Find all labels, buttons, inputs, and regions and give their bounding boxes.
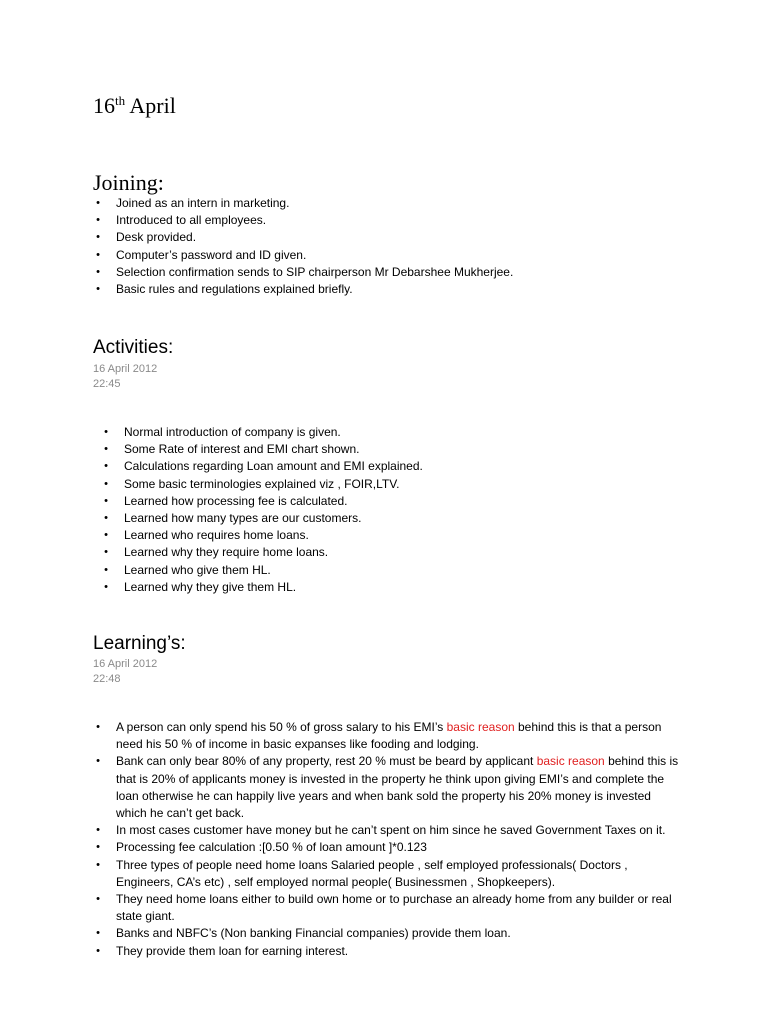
list-item-text: Selection confirmation sends to SIP chairperson Mr Debarshee Mukherjee.: [116, 264, 514, 279]
bullet-icon: •: [96, 893, 100, 906]
list-item: [101, 510, 661, 527]
bullet-icon: •: [104, 443, 108, 456]
bullet-icon: •: [96, 231, 100, 244]
joining-heading: Joining:: [93, 170, 164, 195]
bullet-icon: •: [96, 841, 100, 854]
bullet-icon: •: [96, 927, 100, 940]
list-item-text: behind this is that a person need his 50 % of income in basic expanses like fooding and lodging.: [116, 720, 662, 752]
bullet-icon: •: [104, 546, 108, 559]
list-item: [101, 562, 661, 579]
bullet-icon: •: [96, 824, 100, 837]
list-item: [93, 891, 683, 925]
list-item-text: Processing fee calculation :[0.50 % of loan amount ]*0.123: [116, 840, 427, 855]
list-item: [101, 544, 661, 561]
list-item-text: They need home loans either to build own home or to purchase an already home from any builder or real state giant.: [116, 892, 672, 924]
bullet-icon: •: [96, 283, 100, 296]
list-item-text: Learned why they give them HL.: [124, 579, 297, 594]
list-item: [93, 247, 693, 264]
list-item-text: Basic rules and regulations explained briefly.: [116, 282, 353, 297]
list-item-text: Learned who requires home loans.: [124, 528, 309, 543]
list-item: [93, 839, 683, 856]
learnings-timestamp: [93, 657, 157, 687]
bullet-icon: •: [96, 197, 100, 209]
list-item-text: Some Rate of interest and EMI chart shown.: [124, 442, 360, 457]
highlight-text: basic reason: [536, 754, 605, 769]
list-item: [93, 229, 693, 246]
bullet-icon: •: [104, 494, 108, 507]
list-item-text: Learned who give them HL.: [124, 562, 271, 577]
list-item-text: Calculations regarding Loan amount and EMI explained.: [124, 459, 423, 474]
activities-time: 22:45: [93, 378, 121, 390]
activities-timestamp: [93, 362, 157, 392]
learnings-heading: Learning’s:: [93, 633, 186, 654]
activities-list: [101, 424, 661, 596]
bullet-icon: •: [96, 858, 100, 871]
list-item: [93, 195, 693, 212]
list-item-text: They provide them loan for earning interest.: [116, 943, 349, 958]
list-item-text: Desk provided.: [116, 230, 197, 245]
list-item-text: Introduced to all employees.: [116, 213, 267, 228]
bullet-icon: •: [104, 580, 108, 593]
page-date-title: [93, 92, 176, 120]
list-item-text: Some basic terminologies explained viz , FOIR,LTV.: [124, 476, 400, 491]
title-day-suffix: th: [115, 93, 126, 108]
list-item: [93, 212, 693, 229]
bullet-icon: •: [96, 265, 100, 278]
list-item: [93, 925, 683, 942]
title-month: April: [129, 93, 176, 118]
list-item: [93, 264, 693, 281]
bullet-icon: •: [96, 248, 100, 261]
bullet-icon: •: [104, 460, 108, 473]
learnings-time: 22:48: [93, 673, 121, 685]
list-item: [101, 579, 661, 596]
list-item-text: Learned how many types are our customers.: [124, 511, 362, 526]
list-item: [101, 441, 661, 458]
list-item-text: Learned why they require home loans.: [124, 545, 329, 560]
bullet-icon: •: [104, 529, 108, 542]
joining-list: [93, 195, 693, 298]
bullet-icon: •: [104, 512, 108, 525]
title-day: 16: [93, 93, 115, 118]
list-item-text: A person can only spend his 50 % of gross salary to his EMI’s: [116, 720, 447, 734]
list-item: [101, 493, 661, 510]
list-item-text: Joined as an intern in marketing.: [116, 196, 290, 210]
bullet-icon: •: [104, 563, 108, 576]
bullet-icon: •: [96, 755, 100, 768]
activities-heading: Activities:: [93, 337, 174, 358]
list-item-text: Normal introduction of company is given.: [124, 425, 341, 439]
list-item-text: behind this is that is 20% of applicants money is invested in the property he think upon giving EMI’s and complete the loan otherwise he can happily live years and when bank sold the property his 20% money is invested which he can’t get back.: [116, 754, 679, 821]
list-item: [101, 476, 661, 493]
list-item: [93, 822, 683, 839]
list-item-text: Computer’s password and ID given.: [116, 247, 307, 262]
list-item: [93, 943, 683, 960]
list-item-text: Learned how processing fee is calculated.: [124, 493, 348, 508]
list-item: [101, 424, 661, 441]
bullet-icon: •: [104, 477, 108, 490]
bullet-icon: •: [96, 214, 100, 227]
list-item: [101, 527, 661, 544]
bullet-icon: •: [104, 426, 108, 438]
bullet-icon: •: [96, 944, 100, 957]
list-item-text: In most cases customer have money but he can’t spent on him since he saved Government Taxes on it.: [116, 823, 666, 838]
list-item: [93, 753, 683, 822]
list-item: [93, 857, 683, 891]
list-item-text: Bank can only bear 80% of any property, rest 20 % must be beard by applicant: [116, 754, 537, 769]
learnings-date: 16 April 2012: [93, 658, 158, 670]
list-item: [93, 719, 683, 753]
list-item-text: Three types of people need home loans Salaried people , self employed professionals( Doctors , Engineers, CA’s etc) , self employed normal people( Businessmen , Shopkeepers).: [116, 857, 628, 889]
learnings-list: [93, 719, 683, 960]
highlight-text: basic reason: [446, 720, 515, 734]
bullet-icon: •: [96, 721, 100, 733]
list-item: [101, 458, 661, 475]
list-item-text: Banks and NBFC’s (Non banking Financial companies) provide them loan.: [116, 926, 511, 941]
list-item: [93, 281, 693, 298]
activities-date: 16 April 2012: [93, 363, 158, 375]
